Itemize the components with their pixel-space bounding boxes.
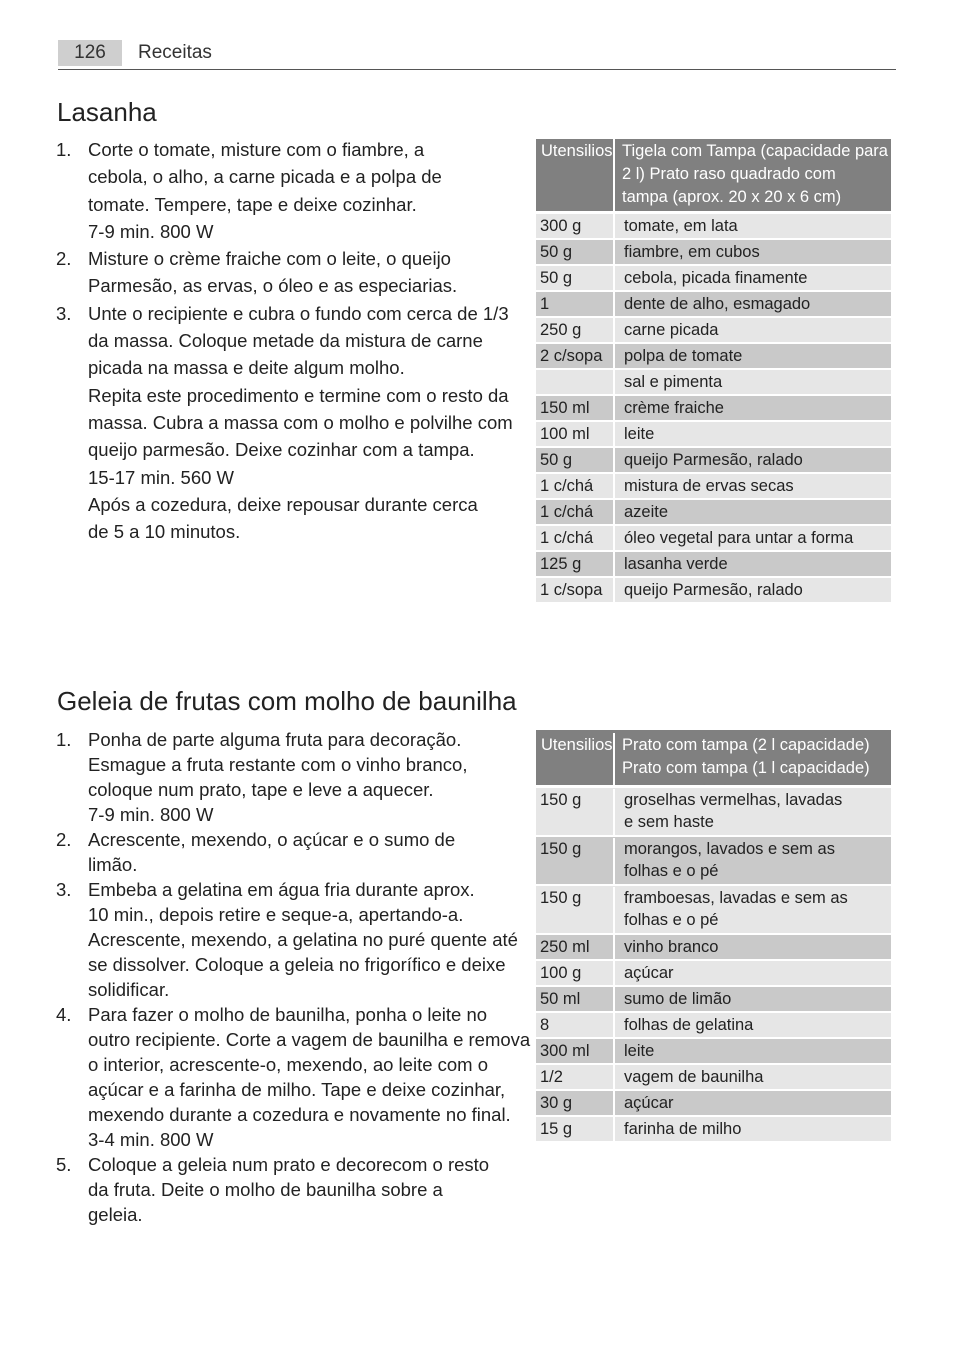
- utensils-description: [615, 733, 891, 785]
- table-row: [536, 935, 891, 959]
- table-header: [536, 730, 891, 785]
- step-number: 2.: [56, 829, 72, 850]
- table-row: [536, 1039, 891, 1063]
- table-row: [536, 1013, 891, 1037]
- table-row: [536, 474, 891, 498]
- ingredient-quantity: 8: [536, 1013, 615, 1037]
- utensils-label: Utensilios: [536, 733, 615, 785]
- step-item: [56, 136, 516, 245]
- table-row: [536, 987, 891, 1011]
- table-row: [536, 1091, 891, 1115]
- table-row: [536, 318, 891, 342]
- geleia-ingredients-table: [536, 730, 891, 1143]
- ingredient-quantity: 1 c/sopa: [536, 578, 615, 602]
- lasanha-steps: [56, 136, 516, 545]
- ingredient-quantity: 250 g: [536, 318, 615, 342]
- utensils-line: tampa (aprox. 20 x 20 x 6 cm): [622, 188, 842, 206]
- ingredient-quantity: 300 ml: [536, 1039, 615, 1063]
- ingredient-name: leite: [624, 425, 655, 443]
- table-row: [536, 422, 891, 446]
- step-number: 3.: [56, 879, 72, 900]
- ingredient-name: [615, 838, 891, 884]
- ingredient-name: leite: [624, 1042, 655, 1060]
- step-item: [56, 1152, 516, 1227]
- ingredient-line: folhas e o pé: [624, 911, 719, 929]
- step-line: massa. Cubra a massa com o molho e polvilhe com: [88, 411, 513, 433]
- table-row: [536, 448, 891, 472]
- utensils-label: Utensilios: [536, 139, 615, 211]
- step-line: Ponha de parte alguma fruta para decoração.: [88, 729, 462, 750]
- ingredient-name: folhas de gelatina: [624, 1016, 754, 1034]
- utensils-line: Prato com tampa (1 l capacidade): [622, 759, 870, 777]
- table-row: [536, 240, 891, 264]
- ingredient-name: sal e pimenta: [624, 373, 723, 391]
- step-line: Para fazer o molho de baunilha, ponha o leite no: [88, 1004, 488, 1025]
- lasanha-ingredients-table: [536, 139, 891, 604]
- step-number: 4.: [56, 1004, 72, 1025]
- step-item: [56, 1002, 531, 1152]
- ingredient-name: azeite: [624, 503, 669, 521]
- ingredient-quantity: 300 g: [536, 214, 615, 238]
- ingredient-quantity: 2 c/sopa: [536, 344, 615, 368]
- ingredient-name: dente de alho, esmagado: [624, 295, 811, 313]
- step-line: tomate. Tempere, tape e deixe cozinhar.: [88, 193, 417, 215]
- step-line: 7-9 min. 800 W: [88, 220, 214, 242]
- step-number: 2.: [56, 248, 72, 270]
- step-line: picada na massa e deite algum molho.: [88, 357, 405, 379]
- ingredient-quantity: 50 g: [536, 266, 615, 290]
- ingredient-quantity: 50 g: [536, 240, 615, 264]
- step-line: da fruta. Deite o molho de baunilha sobre a: [88, 1179, 443, 1200]
- step-line: Misture o crème fraiche com o leite, o queijo: [88, 248, 451, 270]
- step-line: Esmague a fruta restante com o vinho branco,: [88, 754, 468, 775]
- page-number: 126: [58, 40, 122, 66]
- table-row: [536, 526, 891, 550]
- ingredient-line: e sem haste: [624, 813, 714, 831]
- step-line: coloque num prato, tape e leve a aquecer.: [88, 779, 434, 800]
- ingredient-name: vinho branco: [624, 938, 719, 956]
- utensils-description: [615, 139, 891, 211]
- ingredient-name: crème fraiche: [624, 399, 724, 417]
- ingredient-name: polpa de tomate: [624, 347, 743, 365]
- step-line: 15-17 min. 560 W: [88, 466, 235, 488]
- ingredient-name: tomate, em lata: [624, 217, 738, 235]
- ingredient-quantity: [536, 370, 615, 394]
- table-row: [536, 552, 891, 576]
- step-line: de 5 a 10 minutos.: [88, 521, 241, 543]
- ingredient-name: vagem de baunilha: [624, 1068, 764, 1086]
- step-item: [56, 300, 516, 546]
- ingredient-quantity: 1 c/chá: [536, 526, 615, 550]
- geleia-steps: [56, 727, 531, 1227]
- step-line: 10 min., depois retire e seque-a, apertando-a.: [88, 904, 464, 925]
- ingredient-name: fiambre, em cubos: [624, 243, 760, 261]
- ingredient-name: sumo de limão: [624, 990, 732, 1008]
- ingredient-name: queijo Parmesão, ralado: [624, 451, 803, 469]
- utensils-line: Tigela com Tampa (capacidade para: [622, 142, 888, 160]
- ingredient-name: cebola, picada finamente: [624, 269, 808, 287]
- step-number: 5.: [56, 1154, 72, 1175]
- step-item: [56, 827, 516, 877]
- ingredient-line: framboesas, lavadas e sem as: [624, 889, 848, 907]
- table-row: [536, 500, 891, 524]
- step-item: [56, 877, 516, 1002]
- step-line: Unte o recipiente e cubra o fundo com cerca de 1/3: [88, 302, 509, 324]
- table-row: [536, 837, 891, 884]
- table-row: [536, 214, 891, 238]
- table-row: [536, 344, 891, 368]
- ingredient-quantity: 150 g: [536, 887, 615, 933]
- table-row: [536, 578, 891, 602]
- table-row: [536, 370, 891, 394]
- step-line: 7-9 min. 800 W: [88, 804, 214, 825]
- step-number: 1.: [56, 729, 72, 750]
- step-line: geleia.: [88, 1204, 143, 1225]
- step-line: Coloque a geleia num prato e decorecom o resto: [88, 1154, 490, 1175]
- ingredient-name: óleo vegetal para untar a forma: [624, 529, 854, 547]
- ingredient-name: açúcar: [624, 1094, 674, 1112]
- step-item: [56, 727, 516, 827]
- ingredient-quantity: 100 g: [536, 961, 615, 985]
- step-number: 3.: [56, 302, 72, 324]
- step-line: Acrescente, mexendo, a gelatina no puré quente até: [88, 929, 518, 950]
- ingredient-quantity: 1: [536, 292, 615, 316]
- utensils-line: Prato com tampa (2 l capacidade): [622, 736, 870, 754]
- step-line: Parmesão, as ervas, o óleo e as especiarias.: [88, 275, 458, 297]
- ingredient-quantity: 50 ml: [536, 987, 615, 1011]
- ingredient-quantity: 150 g: [536, 838, 615, 884]
- recipe-title-geleia: Geleia de frutas com molho de baunilha: [57, 686, 517, 716]
- step-line: Após a cozedura, deixe repousar durante cerca: [88, 493, 478, 515]
- table-row: [536, 266, 891, 290]
- ingredient-quantity: 150 ml: [536, 396, 615, 420]
- header-title: Receitas: [138, 42, 212, 63]
- ingredient-name: queijo Parmesão, ralado: [624, 581, 803, 599]
- ingredient-name: açúcar: [624, 964, 674, 982]
- utensils-line: 2 l) Prato raso quadrado com: [622, 165, 836, 183]
- ingredient-quantity: 50 g: [536, 448, 615, 472]
- ingredient-name: [615, 789, 891, 835]
- ingredient-quantity: 150 g: [536, 789, 615, 835]
- table-row: [536, 1117, 891, 1141]
- step-line: queijo parmesão. Deixe cozinhar com a tampa.: [88, 439, 475, 461]
- step-line: da massa. Coloque metade da mistura de carne: [88, 330, 483, 352]
- ingredient-name: lasanha verde: [624, 555, 728, 573]
- ingredient-quantity: 125 g: [536, 552, 615, 576]
- step-line: açúcar e a farinha de milho. Tape e deixe cozinhar,: [88, 1079, 506, 1100]
- table-row: [536, 1065, 891, 1089]
- ingredient-quantity: 100 ml: [536, 422, 615, 446]
- table-row: [536, 396, 891, 420]
- step-line: mexendo durante a cozedura e novamente no final.: [88, 1104, 511, 1125]
- step-line: solidificar.: [88, 979, 170, 1000]
- ingredient-line: groselhas vermelhas, lavadas: [624, 791, 843, 809]
- table-row: [536, 292, 891, 316]
- table-row: [536, 788, 891, 835]
- step-line: se dissolver. Coloque a geleia no frigorífico e deixe: [88, 954, 506, 975]
- step-line: limão.: [88, 854, 138, 875]
- table-row: [536, 961, 891, 985]
- ingredient-quantity: 1/2: [536, 1065, 615, 1089]
- step-line: outro recipiente. Corte a vagem de baunilha e remova: [88, 1029, 531, 1050]
- ingredient-quantity: 250 ml: [536, 935, 615, 959]
- ingredient-quantity: 1 c/chá: [536, 474, 615, 498]
- step-line: Embeba a gelatina em água fria durante aprox.: [88, 879, 475, 900]
- step-item: [56, 245, 516, 300]
- ingredient-line: folhas e o pé: [624, 862, 719, 880]
- recipe-title-lasanha: Lasanha: [57, 97, 157, 127]
- step-line: cebola, o alho, a carne picada e a polpa de: [88, 166, 442, 188]
- ingredient-name: mistura de ervas secas: [624, 477, 794, 495]
- step-line: Corte o tomate, misture com o fiambre, a: [88, 139, 425, 160]
- ingredient-quantity: 15 g: [536, 1117, 615, 1141]
- step-line: Repita este procedimento e termine com o resto da: [88, 384, 509, 406]
- ingredient-quantity: 30 g: [536, 1091, 615, 1115]
- ingredient-name: carne picada: [624, 321, 719, 339]
- table-header: [536, 139, 891, 211]
- ingredient-line: morangos, lavados e sem as: [624, 840, 835, 858]
- header-divider: [58, 69, 896, 70]
- ingredient-name: farinha de milho: [624, 1120, 742, 1138]
- step-line: 3-4 min. 800 W: [88, 1129, 214, 1150]
- step-number: 1.: [56, 139, 72, 160]
- step-line: Acrescente, mexendo, o açúcar e o sumo de: [88, 829, 456, 850]
- table-row: [536, 886, 891, 933]
- ingredient-quantity: 1 c/chá: [536, 500, 615, 524]
- ingredient-name: [615, 887, 891, 933]
- step-line: o interior, acrescente-o, mexendo, ao leite com o: [88, 1054, 489, 1075]
